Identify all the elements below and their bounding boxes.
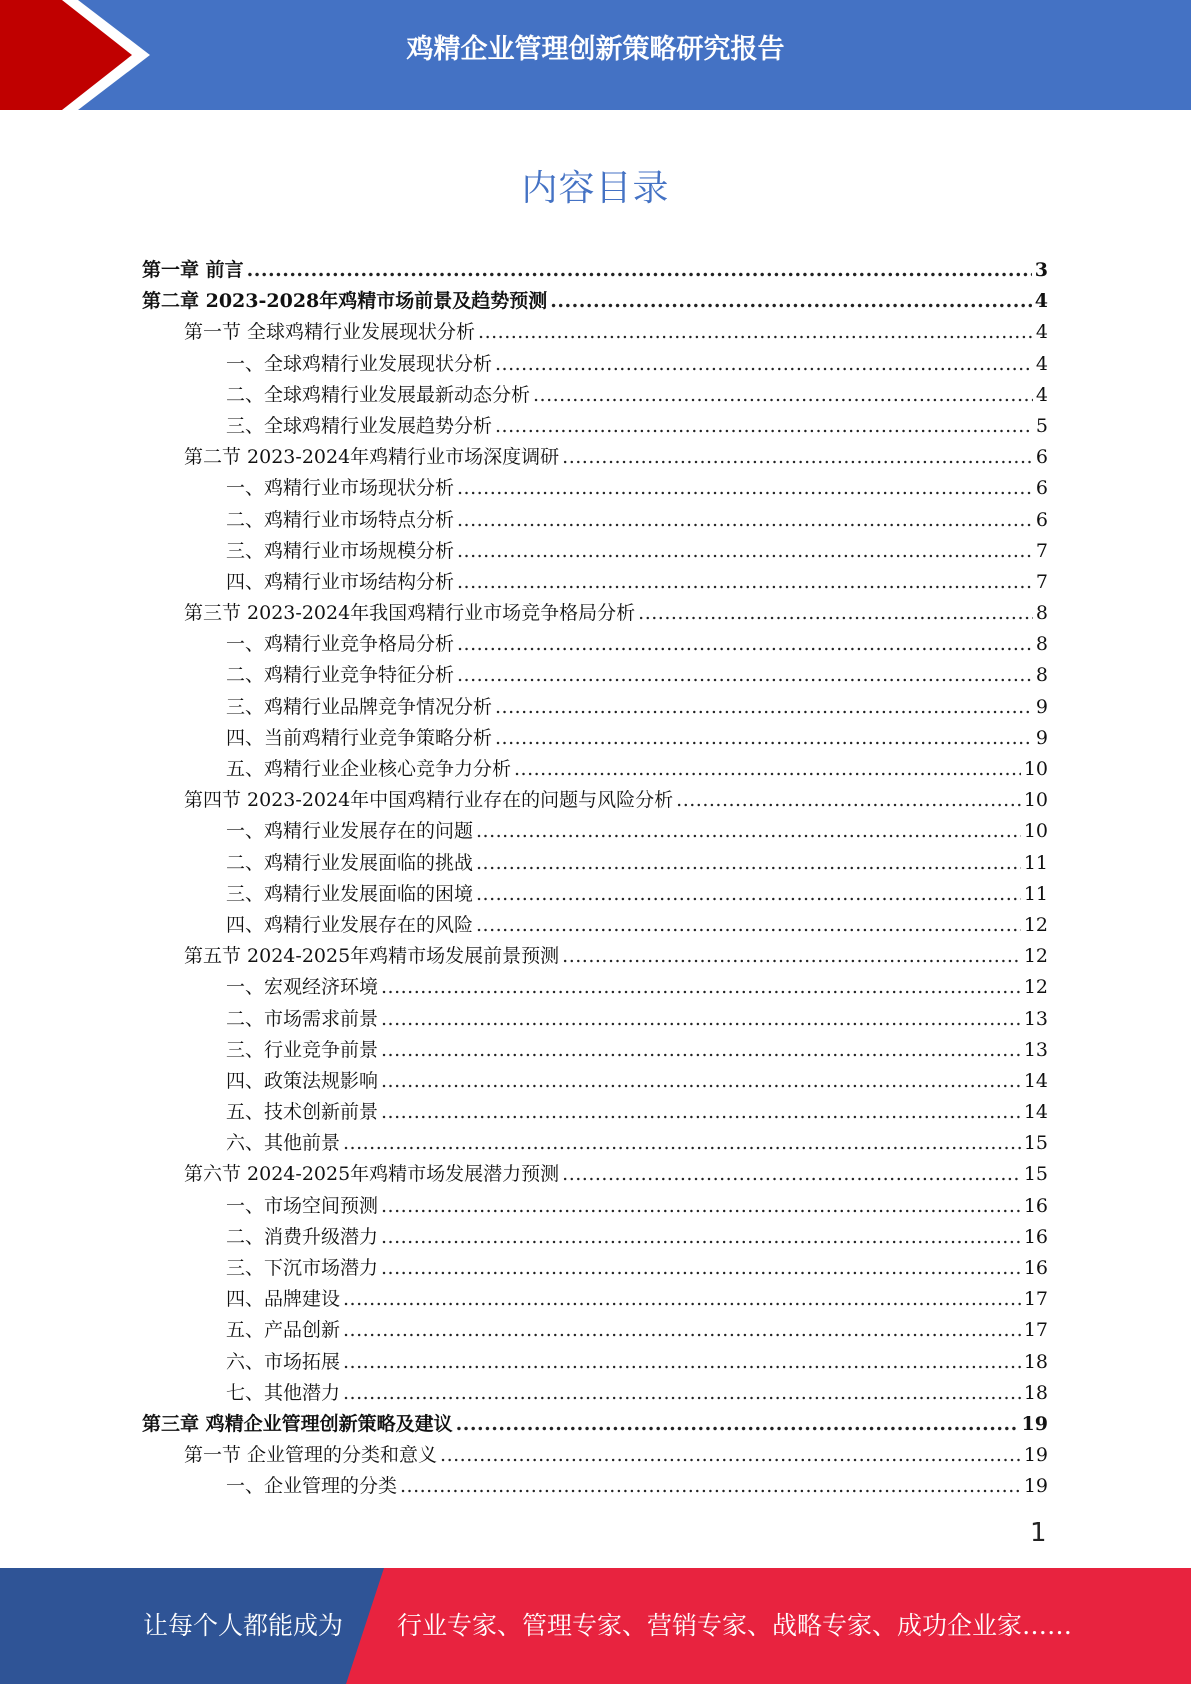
toc-entry-title: 一、市场空间预测 [226, 1194, 379, 1217]
toc-subsection-entry[interactable] [142, 1128, 1048, 1159]
toc-subsection-entry[interactable] [142, 411, 1048, 442]
toc-entry-title: 第三节 2023-2024年我国鸡精行业市场竞争格局分析 [184, 602, 636, 625]
toc-section-entry[interactable] [142, 941, 1048, 972]
toc-dot-leader [495, 723, 1033, 754]
toc-entry-title: 第二章 2023-2028年鸡精市场前景及趋势预测 [142, 290, 548, 313]
toc-entry-page: 6 [1035, 508, 1048, 531]
toc-dot-leader [381, 1191, 1021, 1222]
toc-subsection-entry[interactable] [142, 660, 1048, 691]
toc-dot-leader [495, 349, 1033, 380]
toc-entry-page: 3 [1034, 259, 1048, 281]
toc-entry-page: 4 [1035, 352, 1048, 375]
toc-subsection-entry[interactable] [142, 1315, 1048, 1346]
toc-entry-page: 10 [1023, 758, 1048, 780]
toc-entry-title: 第一节 企业管理的分类和意义 [184, 1444, 438, 1467]
toc-subsection-entry[interactable] [142, 816, 1048, 847]
page-footer [0, 1568, 1191, 1684]
toc-section-entry[interactable] [142, 1159, 1048, 1190]
toc-subsection-entry[interactable] [142, 473, 1048, 504]
toc-entry-page: 8 [1035, 602, 1048, 625]
toc-subsection-entry[interactable] [142, 692, 1048, 723]
toc-dot-leader [381, 1004, 1021, 1035]
toc-dot-leader [456, 1409, 1019, 1440]
toc-dot-leader [495, 692, 1033, 723]
footer-slogan-right: 行业专家、管理专家、营销专家、战略专家、成功企业家…… [397, 1611, 1073, 1640]
toc-subsection-entry[interactable] [142, 567, 1048, 598]
toc-subsection-entry[interactable] [142, 536, 1048, 567]
toc-section-entry[interactable] [142, 598, 1048, 629]
toc-dot-leader [562, 442, 1033, 473]
toc-section-entry[interactable] [142, 442, 1048, 473]
toc-entry-page: 12 [1023, 913, 1048, 936]
page-header [0, 0, 1191, 110]
toc-entry-page: 11 [1023, 882, 1048, 905]
toc-entry-page: 8 [1035, 664, 1048, 687]
toc-dot-leader [343, 1284, 1021, 1315]
toc-entry-title: 四、政策法规影响 [226, 1069, 379, 1092]
toc-entry-page: 10 [1023, 820, 1048, 843]
toc-entry-title: 二、鸡精行业竞争特征分析 [226, 664, 455, 687]
toc-entry-page: 13 [1023, 1038, 1048, 1061]
toc-entry-page: 8 [1035, 633, 1048, 656]
toc-subsection-entry[interactable] [142, 723, 1048, 754]
toc-dot-leader [495, 411, 1033, 442]
toc-section-entry[interactable] [142, 785, 1048, 816]
toc-dot-leader [381, 972, 1021, 1003]
toc-subsection-entry[interactable] [142, 1004, 1048, 1035]
toc-subsection-entry[interactable] [142, 1471, 1048, 1502]
toc-entry-page: 16 [1023, 1194, 1048, 1217]
toc-subsection-entry[interactable] [142, 1347, 1048, 1378]
toc-entry-page: 5 [1035, 414, 1048, 437]
footer-slogan-left: 让每个人都能成为 [143, 1611, 344, 1640]
toc-subsection-entry[interactable] [142, 629, 1048, 660]
toc-section-entry[interactable] [142, 317, 1048, 348]
toc-dot-leader [457, 567, 1033, 598]
toc-dot-leader [533, 380, 1033, 411]
toc-entry-title: 第四节 2023-2024年中国鸡精行业存在的问题与风险分析 [184, 789, 674, 812]
toc-dot-leader [514, 754, 1021, 785]
toc-entry-title: 第六节 2024-2025年鸡精市场发展潜力预测 [184, 1163, 560, 1186]
toc-dot-leader [638, 598, 1033, 629]
toc-subsection-entry[interactable] [142, 505, 1048, 536]
toc-dot-leader [476, 816, 1021, 847]
toc-subsection-entry[interactable] [142, 972, 1048, 1003]
toc-subsection-entry[interactable] [142, 1066, 1048, 1097]
toc-entry-page: 19 [1023, 1444, 1048, 1467]
toc-entry-title: 三、鸡精行业发展面临的困境 [226, 882, 474, 905]
toc-entry-title: 四、品牌建设 [226, 1288, 341, 1311]
toc-entry-title: 一、鸡精行业市场现状分析 [226, 477, 455, 500]
toc-dot-leader [562, 1159, 1021, 1190]
toc-entry-page: 4 [1035, 383, 1048, 406]
toc-dot-leader [457, 629, 1033, 660]
toc-entry-page: 16 [1023, 1257, 1048, 1279]
toc-subsection-entry[interactable] [142, 380, 1048, 411]
toc-entry-page: 4 [1035, 321, 1048, 344]
toc-dot-leader [457, 505, 1033, 536]
toc-dot-leader [400, 1471, 1021, 1502]
toc-entry-title: 二、市场需求前景 [226, 1007, 379, 1030]
toc-entry-title: 七、其他潜力 [226, 1381, 341, 1404]
toc-dot-leader [440, 1440, 1021, 1471]
toc-entry-title: 一、鸡精行业竞争格局分析 [226, 633, 455, 656]
toc-entry-page: 6 [1035, 477, 1048, 500]
toc-entry-title: 第一章 前言 [142, 259, 244, 281]
toc-dot-leader [247, 255, 1032, 286]
toc-entry-page: 19 [1023, 1475, 1048, 1498]
toc-entry-page: 15 [1023, 1163, 1048, 1186]
toc-subsection-entry[interactable] [142, 1035, 1048, 1066]
toc-dot-leader [676, 785, 1021, 816]
toc-subsection-entry[interactable] [142, 879, 1048, 910]
toc-entry-title: 五、技术创新前景 [226, 1101, 379, 1124]
toc-dot-leader [457, 473, 1033, 504]
toc-subsection-entry[interactable] [142, 1378, 1048, 1409]
toc-chapter-entry[interactable] [142, 1409, 1048, 1440]
toc-entry-page: 14 [1023, 1101, 1048, 1124]
toc-dot-leader [457, 660, 1033, 691]
toc-entry-page: 9 [1035, 695, 1048, 718]
toc-entry-page: 6 [1035, 446, 1048, 469]
toc-entry-page: 17 [1023, 1288, 1048, 1311]
toc-entry-title: 二、鸡精行业发展面临的挑战 [226, 851, 474, 874]
toc-entry-page: 7 [1035, 539, 1048, 562]
toc-entry-title: 五、鸡精行业企业核心竞争力分析 [226, 758, 512, 780]
toc-entry-title: 三、鸡精行业品牌竞争情况分析 [226, 695, 493, 718]
toc-subsection-entry[interactable] [142, 754, 1048, 785]
toc-entry-page: 9 [1035, 726, 1048, 749]
toc-heading: 内容目录 [521, 168, 670, 209]
toc-subsection-entry[interactable] [142, 1284, 1048, 1315]
toc-subsection-entry[interactable] [142, 848, 1048, 879]
toc-entry-page: 13 [1023, 1007, 1048, 1030]
toc-dot-leader [343, 1347, 1021, 1378]
report-title: 鸡精企业管理创新策略研究报告 [406, 34, 785, 65]
toc-subsection-entry[interactable] [142, 349, 1048, 380]
toc-entry-title: 第五节 2024-2025年鸡精市场发展前景预测 [184, 945, 560, 968]
toc-dot-leader [343, 1378, 1021, 1409]
toc-entry-page: 18 [1023, 1381, 1048, 1404]
toc-entry-page: 7 [1035, 570, 1048, 593]
toc-entry-title: 四、鸡精行业发展存在的风险 [226, 913, 474, 936]
toc-subsection-entry[interactable] [142, 910, 1048, 941]
toc-dot-leader [381, 1035, 1021, 1066]
toc-dot-leader [478, 317, 1033, 348]
toc-entry-page: 12 [1023, 945, 1048, 968]
toc-section-entry[interactable] [142, 1440, 1048, 1471]
toc-dot-leader [343, 1315, 1021, 1346]
toc-chapter-entry[interactable] [142, 286, 1048, 317]
toc-entry-page: 18 [1023, 1350, 1048, 1373]
toc-dot-leader [550, 286, 1032, 317]
toc-entry-title: 三、鸡精行业市场规模分析 [226, 539, 455, 562]
toc-entry-title: 四、当前鸡精行业竞争策略分析 [226, 726, 493, 749]
toc-entry-title: 六、市场拓展 [226, 1350, 341, 1373]
toc-dot-leader [381, 1097, 1021, 1128]
toc-entry-page: 15 [1023, 1132, 1048, 1155]
page-number: 1 [1030, 1518, 1047, 1548]
toc-subsection-entry[interactable] [142, 1253, 1048, 1284]
toc-dot-leader [476, 879, 1021, 910]
toc-chapter-entry[interactable] [142, 255, 1048, 286]
table-of-contents [142, 255, 1048, 1503]
toc-entry-title: 一、全球鸡精行业发展现状分析 [226, 352, 493, 375]
toc-entry-title: 六、其他前景 [226, 1132, 341, 1155]
toc-entry-title: 四、鸡精行业市场结构分析 [226, 570, 455, 593]
toc-dot-leader [381, 1066, 1021, 1097]
toc-entry-page: 17 [1023, 1319, 1048, 1342]
toc-dot-leader [343, 1128, 1021, 1159]
toc-entry-page: 19 [1021, 1412, 1048, 1435]
toc-entry-title: 一、鸡精行业发展存在的问题 [226, 820, 474, 843]
toc-entry-title: 一、宏观经济环境 [226, 976, 379, 999]
toc-entry-page: 16 [1023, 1225, 1048, 1248]
toc-entry-title: 二、全球鸡精行业发展最新动态分析 [226, 383, 531, 406]
toc-entry-title: 第二节 2023-2024年鸡精行业市场深度调研 [184, 446, 560, 469]
toc-entry-title: 三、下沉市场潜力 [226, 1257, 379, 1279]
toc-entry-title: 二、消费升级潜力 [226, 1225, 379, 1248]
toc-dot-leader [457, 536, 1033, 567]
toc-subsection-entry[interactable] [142, 1222, 1048, 1253]
toc-entry-title: 一、企业管理的分类 [226, 1475, 398, 1498]
toc-entry-page: 14 [1023, 1069, 1048, 1092]
toc-entry-title: 五、产品创新 [226, 1319, 341, 1342]
toc-entry-title: 二、鸡精行业市场特点分析 [226, 508, 455, 531]
toc-dot-leader [476, 848, 1021, 879]
toc-dot-leader [381, 1222, 1021, 1253]
toc-entry-page: 4 [1034, 290, 1048, 313]
toc-subsection-entry[interactable] [142, 1191, 1048, 1222]
toc-entry-title: 第三章 鸡精企业管理创新策略及建议 [142, 1412, 453, 1435]
toc-entry-page: 10 [1023, 789, 1048, 812]
toc-subsection-entry[interactable] [142, 1097, 1048, 1128]
toc-dot-leader [562, 941, 1021, 972]
toc-entry-title: 第一节 全球鸡精行业发展现状分析 [184, 321, 476, 344]
toc-entry-title: 三、全球鸡精行业发展趋势分析 [226, 414, 493, 437]
toc-entry-page: 12 [1023, 976, 1048, 999]
toc-entry-title: 三、行业竞争前景 [226, 1038, 379, 1061]
toc-dot-leader [381, 1253, 1021, 1284]
toc-entry-page: 11 [1023, 851, 1048, 874]
toc-dot-leader [476, 910, 1021, 941]
